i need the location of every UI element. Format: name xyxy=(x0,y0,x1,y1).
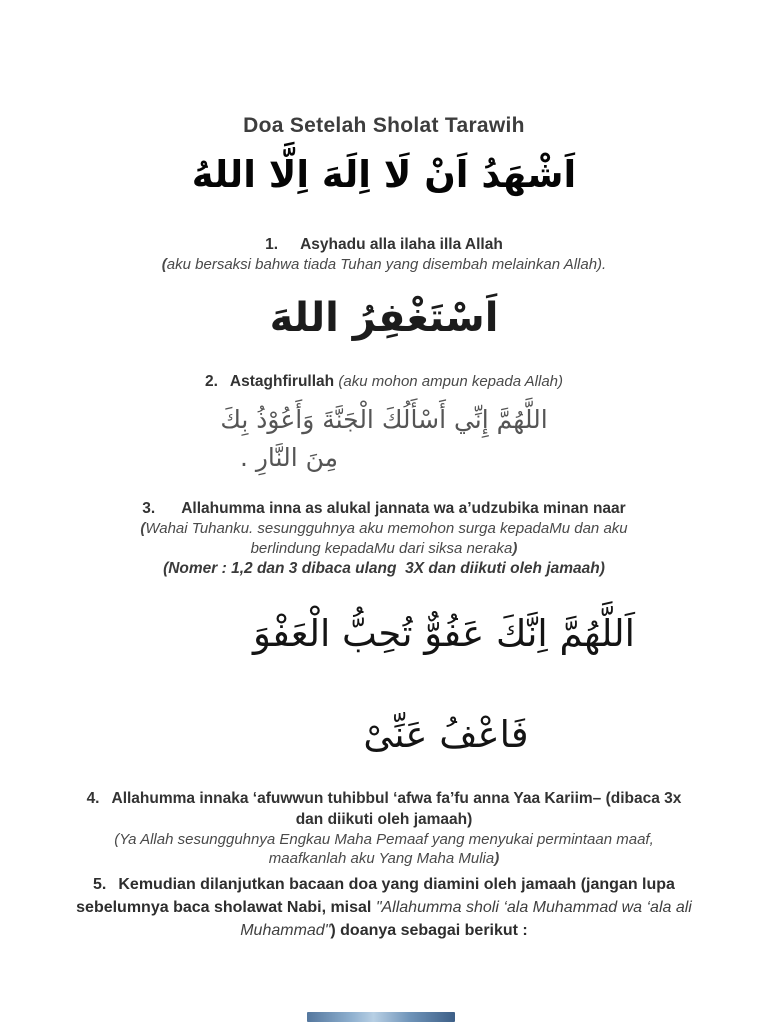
item-3-translation xyxy=(104,519,664,559)
item-4-heading-text: Allahumma innaka ‘afuwwun tuhibbul ‘afwa fa’fu anna Yaa Kariim– xyxy=(111,790,602,807)
item-1-translation-paren: ( xyxy=(161,256,167,273)
arabic-dua-afw-line-2: فَاعْفُ عَنِّىْ xyxy=(363,713,529,756)
item-1-translation xyxy=(0,255,768,275)
item-1-number: 1. xyxy=(265,236,279,253)
item-3-heading xyxy=(0,499,768,519)
item-4-note: (dibaca 3x dan diikuti oleh jamaah) xyxy=(295,790,682,828)
item-3-heading-text: Allahumma inna as alukal jannata wa a’udzubika minan naar xyxy=(181,500,626,517)
page-title: Doa Setelah Sholat Tarawih xyxy=(243,114,525,137)
bottom-image-fragment xyxy=(307,1012,455,1022)
item-4-number: 4. xyxy=(86,790,100,807)
arabic-istighfar-calligraphy: اَسْتَغْفِرُ اللهَ xyxy=(269,295,499,341)
item-5-paragraph xyxy=(74,873,694,942)
arabic-dua-jannah-line-1: اللَّهُمَّ إِنِّي أَسْأَلُكَ الْجَنَّةَ وَأَعُوْذُ بِكَ xyxy=(220,405,548,434)
item-4-translation-text: Ya Allah sesungguhnya Engkau Maha Pemaaf yang menyukai permintaan maaf, maafkanlah aku Yang Maha Mulia xyxy=(119,831,654,867)
item-3-translation-close-paren: ) xyxy=(512,540,518,557)
item-2-heading-text: Astaghfirullah xyxy=(229,373,335,390)
item-5-number: 5. xyxy=(93,876,107,893)
item-2-line xyxy=(0,372,768,392)
arabic-shahada-calligraphy: اَشْهَدُ اَنْ لَا اِلَهَ اِلَّا اللهُ xyxy=(191,153,577,196)
item-5-heading-text: Kemudian dilanjutkan bacaan doa yang diamini oleh jamaah xyxy=(118,876,577,893)
item-4-translation-open-paren: ( xyxy=(114,831,120,848)
item-2-note: (aku mohon ampun kepada Allah) xyxy=(338,373,564,390)
item-4-translation-close-paren: ) xyxy=(494,850,500,867)
arabic-dua-jannah-line-2: مِنَ النَّارِ . xyxy=(239,443,339,472)
item-1-heading xyxy=(0,235,768,255)
item-5-sholawat-quote: "Allahumma sholi ‘ala Muhammad wa ‘ala ali Muhammad" xyxy=(240,899,692,939)
item-1-heading-text: Asyhadu alla ilaha illa Allah xyxy=(300,236,503,253)
item-3-note: (Nomer : 1,2 dan 3 dibaca ulang 3X dan diikuti oleh jamaah) xyxy=(163,560,605,577)
item-5-note-part2: ) doanya sebagai berikut : xyxy=(330,922,528,939)
item-2-number: 2. xyxy=(204,373,218,390)
item-5-note-part1: (jangan lupa sebelumnya baca sholawat Nabi, misal xyxy=(76,876,675,916)
item-1-translation-text: aku bersaksi bahwa tiada Tuhan yang disembah melainkan Allah). xyxy=(166,256,607,273)
item-4-translation xyxy=(97,830,672,868)
item-3-translation-open-paren: ( xyxy=(140,520,146,537)
item-4-heading xyxy=(84,788,684,830)
item-3-number: 3. xyxy=(142,500,156,517)
item-3-translation-text: Wahai Tuhanku. sesungguhnya aku memohon surga kepadaMu dan aku berlindung kepadaMu dari siksa neraka xyxy=(145,520,628,557)
arabic-dua-afw-line-1: اَللَّهُمَّ اِنَّكَ عَفُوٌّ تُحِبُّ الْعَفْوَ xyxy=(253,612,635,655)
